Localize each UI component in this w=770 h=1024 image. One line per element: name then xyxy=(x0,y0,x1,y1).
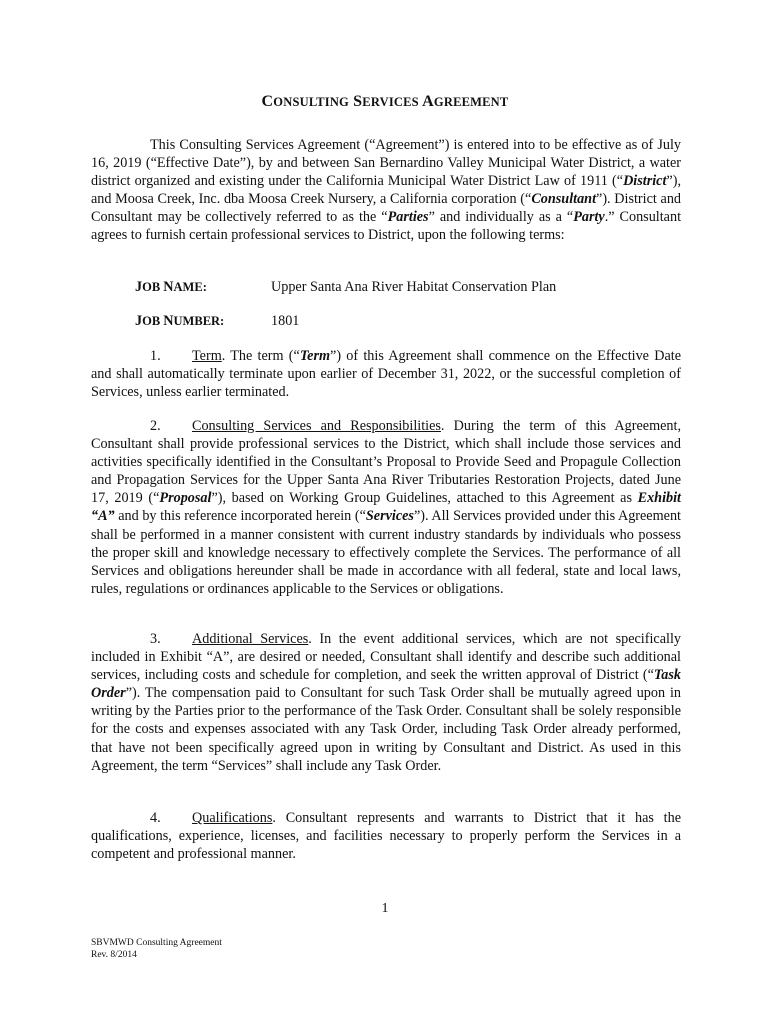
section-term: 1. Term. The term (“Term”) of this Agreement shall commence on the Effective Date and shall automatically terminate upon earlier of December 31, 2022, or the successful completion of Services, unless earlier terminated. xyxy=(91,348,681,401)
job-number-label: JOB NUMBER: xyxy=(135,313,225,329)
section-consulting-services: 2. Consulting Services and Responsibilities. During the term of this Agreement, Consultant shall provide professional services to the District, which shall include those services and activities specifically identified in the Consultant’s Proposal to Provide Seed and Propagule Collection and Propagation Services for the Upper Santa Ana River Tributaries Restoration Projects, dated June 17, 2019 (“Proposal”), based on Working Group Guidelines, attached to this Agreement as Exhibit “A” and by this reference incorporated herein (“Services”). All Services provided under this Agreement shall be performed in a manner consistent with current industry standards by individuals who possess the proper skill and knowledge necessary to effectively complete the Services. The performance of all Services and obligations hereunder shall be made in accordance with all federal, state and local laws, rules, regulations or ordinances applicable to the Services or obligations. xyxy=(91,418,681,597)
section-heading: Qualifications xyxy=(192,810,273,826)
job-number-value: 1801 xyxy=(271,313,300,329)
page-footer xyxy=(91,937,222,961)
job-name-value: Upper Santa Ana River Habitat Conservation Plan xyxy=(271,279,557,295)
footer-line: Rev. 8/2014 xyxy=(91,950,137,960)
page-number: 1 xyxy=(381,901,389,916)
section-heading: Additional Services xyxy=(192,631,309,647)
job-name-label: JOB NAME: xyxy=(135,279,207,295)
document-title: CONSULTING SERVICES AGREEMENT xyxy=(261,93,509,110)
section-heading: Term xyxy=(192,348,222,364)
section-additional-services: 3. Additional Services. In the event additional services, which are not specifically included in Exhibit “A”, are desired or needed, Consultant shall identify and describe such additional services, including costs and schedule for completion, and seek the written approval of District (“Task Order”). The compensation paid to Consultant for such Task Order shall be mutually agreed upon in writing by the Parties prior to the performance of the Task Order. Consultant shall be solely responsible for the costs and expenses associated with any Task Order, including Task Order already performed, that have not been specifically agreed upon in writing by Consultant and District. As used in this Agreement, the term “Services” shall include any Task Order. xyxy=(91,631,681,774)
intro-paragraph: This Consulting Services Agreement (“Agreement”) is entered into to be effective as of July 16, 2019 (“Effective Date”), by and between San Bernardino Valley Municipal Water District, a water district organized and existing under the California Municipal Water District Law of 1911 (“District”), and Moosa Creek, Inc. dba Moosa Creek Nursery, a California corporation (“Consultant”). District and Consultant may be collectively referred to as the “Parties” and individually as a “Party.” Consultant agrees to furnish certain professional services to District, upon the following terms: xyxy=(91,137,682,244)
section-qualifications: 4. Qualifications. Consultant represents and warrants to District that it has the qualifications, experience, licenses, and facilities necessary to properly perform the Services in a competent and professional manner. xyxy=(91,810,681,863)
footer-line: SBVMWD Consulting Agreement xyxy=(91,938,222,948)
section-heading: Consulting Services and Responsibilities xyxy=(192,418,441,434)
